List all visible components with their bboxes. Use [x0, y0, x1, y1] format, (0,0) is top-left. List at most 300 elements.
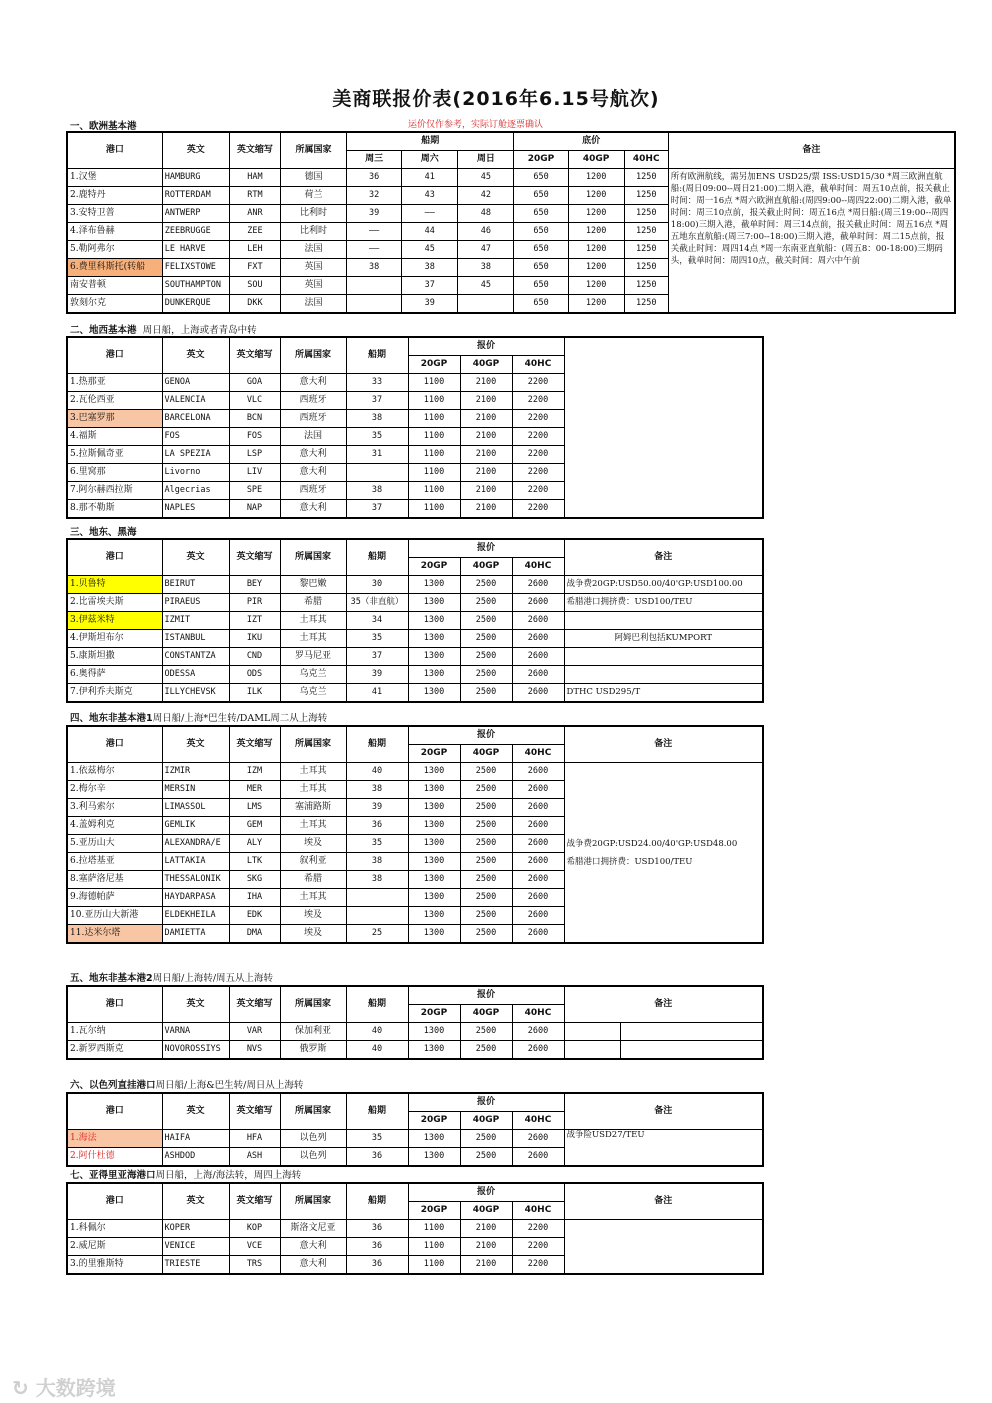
price-40gp: 2100 [460, 464, 512, 482]
port-abbr: ILK [229, 684, 280, 703]
price-20gp: 1300 [408, 817, 460, 835]
transit-days: 37 [346, 392, 408, 410]
port-abbr: KOP [229, 1220, 280, 1238]
header-size: 40HC [512, 745, 564, 763]
transit-days: 39 [346, 666, 408, 684]
transit-days [346, 907, 408, 925]
days-wed [347, 277, 402, 295]
section-heading: 四、地东非基本港1周日船/上海*巴生转/DAML周二从上海转 [70, 713, 328, 724]
price-40gp: 1200 [568, 169, 624, 187]
price-40hc: 2200 [512, 482, 564, 500]
transit-days: 38 [346, 410, 408, 428]
port-en: FELIXSTOWE [162, 259, 229, 277]
port-name: 3.巴塞罗那 [67, 410, 162, 428]
port-country: 埃及 [280, 835, 346, 853]
section-heading: 六、以色列直挂港口周日船/上海&巴生转/周日从上海转 [70, 1080, 304, 1091]
port-en: VARNA [162, 1023, 229, 1041]
section-subtitle: 周日船，上海或者青岛中转 [142, 325, 257, 336]
header-size: 40GP [460, 1112, 512, 1130]
port-name: 3.伊兹米特 [67, 612, 162, 630]
price-40hc: 2600 [512, 763, 564, 781]
port-en: LATTAKIA [162, 853, 229, 871]
header-size: 20GP [408, 1202, 460, 1220]
remark-cell [564, 1220, 763, 1275]
port-en: ELDEKHEILA [162, 907, 229, 925]
price-20gp: 1100 [408, 446, 460, 464]
transit-days: 40 [346, 1041, 408, 1060]
port-country: 西班牙 [280, 410, 346, 428]
port-en: HAIFA [162, 1130, 229, 1148]
port-en: LA SPEZIA [162, 446, 229, 464]
port-abbr: DMA [229, 925, 280, 944]
table-row [67, 666, 763, 684]
port-country: 土耳其 [280, 781, 346, 799]
price-40hc: 2600 [512, 666, 564, 684]
days-sun: 46 [458, 223, 514, 241]
port-name: 敦刻尔克 [67, 295, 162, 314]
price-note: 运价仅作参考，实际订舱逐票确认 [408, 120, 544, 130]
blank-cell [564, 337, 763, 518]
port-name: 1.依兹梅尔 [67, 763, 162, 781]
port-country: 意大利 [280, 464, 346, 482]
price-40hc: 2200 [512, 464, 564, 482]
port-name: 2.鹿特丹 [67, 187, 162, 205]
port-en: LE HARVE [162, 241, 229, 259]
port-country: 希腊 [280, 871, 346, 889]
port-abbr: HAM [229, 169, 280, 187]
header-country: 所属国家 [280, 539, 346, 576]
header-size: 20GP [514, 151, 568, 169]
port-name: 4.盖姆利克 [67, 817, 162, 835]
port-en: IZMIT [162, 612, 229, 630]
port-name: 10.亚历山大新港 [67, 907, 162, 925]
price-40hc: 2600 [512, 871, 564, 889]
price-40hc: 2600 [512, 576, 564, 594]
header-abbr: 英文缩写 [229, 132, 280, 169]
table-row [67, 594, 763, 612]
port-abbr: VLC [229, 392, 280, 410]
header-size: 20GP [408, 1005, 460, 1023]
header-schedule: 船期 [346, 726, 408, 763]
days-sat: 45 [402, 241, 458, 259]
price-40hc: 2600 [512, 1041, 564, 1060]
price-40gp: 1200 [568, 187, 624, 205]
port-country: 意大利 [280, 446, 346, 464]
price-20gp: 1300 [408, 1041, 460, 1060]
table-row [67, 576, 763, 594]
header-remark: 备注 [564, 726, 763, 763]
header-country: 所属国家 [280, 1093, 346, 1130]
price-20gp: 650 [514, 259, 568, 277]
price-40hc: 1250 [624, 187, 668, 205]
header-en: 英文 [162, 986, 229, 1023]
price-40gp: 2100 [460, 482, 512, 500]
port-abbr: NAP [229, 500, 280, 519]
header-country: 所属国家 [280, 1183, 346, 1220]
port-abbr: GEM [229, 817, 280, 835]
port-abbr: BEY [229, 576, 280, 594]
price-20gp: 1300 [408, 835, 460, 853]
port-en: CONSTANTZA [162, 648, 229, 666]
header-en: 英文 [162, 1093, 229, 1130]
port-en: ALEXANDRA/E [162, 835, 229, 853]
port-en: ZEEBRUGGE [162, 223, 229, 241]
table-row [67, 684, 763, 703]
port-abbr: FXT [229, 259, 280, 277]
header-size: 40GP [460, 1005, 512, 1023]
transit-days: 25 [346, 925, 408, 944]
transit-days: 37 [346, 648, 408, 666]
section-heading: 二、地西基本港 周日船，上海或者青岛中转 [70, 325, 257, 336]
header-price: 报价 [408, 337, 564, 356]
price-20gp: 1300 [408, 576, 460, 594]
header-abbr: 英文缩写 [229, 1093, 280, 1130]
header-country: 所属国家 [280, 132, 346, 169]
port-en: ANTWERP [162, 205, 229, 223]
days-wed: —— [347, 223, 402, 241]
price-40gp: 1200 [568, 223, 624, 241]
port-abbr: IZM [229, 763, 280, 781]
price-40hc: 2600 [512, 1148, 564, 1167]
price-40gp: 2500 [460, 763, 512, 781]
price-40hc: 2600 [512, 925, 564, 944]
header-price: 报价 [408, 539, 564, 558]
price-40hc: 2200 [512, 1220, 564, 1238]
price-40hc: 2600 [512, 630, 564, 648]
port-country: 乌克兰 [280, 666, 346, 684]
price-40gp: 2100 [460, 1238, 512, 1256]
port-name: 1.汉堡 [67, 169, 162, 187]
price-40gp: 2500 [460, 781, 512, 799]
price-40hc: 2600 [512, 853, 564, 871]
port-country: 土耳其 [280, 763, 346, 781]
price-20gp: 1300 [408, 907, 460, 925]
header-price: 底价 [514, 132, 668, 151]
price-40gp: 2500 [460, 630, 512, 648]
price-40gp: 2100 [460, 1220, 512, 1238]
price-40hc: 2600 [512, 835, 564, 853]
port-abbr: LIV [229, 464, 280, 482]
port-country: 保加利亚 [280, 1023, 346, 1041]
header-abbr: 英文缩写 [229, 337, 280, 374]
transit-days: 40 [346, 1023, 408, 1041]
port-en: VENICE [162, 1238, 229, 1256]
east-med-non-base-1-table [66, 725, 764, 944]
header-en: 英文 [162, 132, 229, 169]
remark-cell [564, 763, 763, 944]
port-abbr: IHA [229, 889, 280, 907]
port-en: HAMBURG [162, 169, 229, 187]
transit-days: 36 [346, 1238, 408, 1256]
header-size: 40HC [512, 1202, 564, 1220]
port-abbr: TRS [229, 1256, 280, 1275]
port-country: 埃及 [280, 925, 346, 944]
port-en: DAMIETTA [162, 925, 229, 944]
remark-cell [564, 648, 763, 666]
port-country: 黎巴嫩 [280, 576, 346, 594]
europe-base-ports-table [66, 131, 956, 314]
port-country: 意大利 [280, 374, 346, 392]
port-en: KOPER [162, 1220, 229, 1238]
port-name: 3.安特卫普 [67, 205, 162, 223]
header-price: 报价 [408, 986, 564, 1005]
port-en: PIRAEUS [162, 594, 229, 612]
header-price: 报价 [408, 1183, 564, 1202]
port-en: ODESSA [162, 666, 229, 684]
port-country: 土耳其 [280, 630, 346, 648]
price-40hc: 1250 [624, 241, 668, 259]
port-abbr: SPE [229, 482, 280, 500]
header-abbr: 英文缩写 [229, 1183, 280, 1220]
port-name: 5.康斯坦撒 [67, 648, 162, 666]
port-abbr: LTK [229, 853, 280, 871]
port-name: 5.拉斯佩奇亚 [67, 446, 162, 464]
price-20gp: 650 [514, 295, 568, 314]
section-heading: 一、欧洲基本港 [70, 121, 137, 132]
price-40hc: 2200 [512, 428, 564, 446]
price-20gp: 1300 [408, 871, 460, 889]
header-size: 40GP [460, 1202, 512, 1220]
price-20gp: 1300 [408, 1023, 460, 1041]
port-abbr: IZT [229, 612, 280, 630]
header-schedule: 船期 [346, 1093, 408, 1130]
header-abbr: 英文缩写 [229, 986, 280, 1023]
price-40gp: 2500 [460, 817, 512, 835]
price-40gp: 1200 [568, 277, 624, 295]
price-40gp: 1200 [568, 205, 624, 223]
days-sun: 42 [458, 187, 514, 205]
port-abbr: SKG [229, 871, 280, 889]
days-wed: 32 [347, 187, 402, 205]
days-wed [347, 295, 402, 314]
israel-ports-table [66, 1092, 764, 1167]
remark-cell: 战争费20GP:USD50.00/40'GP:USD100.00 [564, 576, 763, 594]
price-40gp: 2500 [460, 666, 512, 684]
remark-cell [620, 1041, 763, 1060]
price-40gp: 2500 [460, 889, 512, 907]
port-name: 1.热那亚 [67, 374, 162, 392]
transit-days [346, 464, 408, 482]
table-row [67, 1023, 763, 1041]
table-row [67, 169, 955, 187]
transit-days: 38 [346, 871, 408, 889]
transit-days: 38 [346, 482, 408, 500]
price-40gp: 2500 [460, 648, 512, 666]
days-sat: 44 [402, 223, 458, 241]
transit-days: 39 [346, 799, 408, 817]
port-name: 3.的里雅斯特 [67, 1256, 162, 1275]
port-country: 叙利亚 [280, 853, 346, 871]
price-20gp: 1300 [408, 666, 460, 684]
port-country: 土耳其 [280, 889, 346, 907]
port-name: 1.科佩尔 [67, 1220, 162, 1238]
port-abbr: FOS [229, 428, 280, 446]
port-en: ASHDOD [162, 1148, 229, 1167]
header-size: 40HC [512, 558, 564, 576]
price-20gp: 650 [514, 187, 568, 205]
price-20gp: 1300 [408, 1148, 460, 1167]
price-40hc: 2600 [512, 612, 564, 630]
price-40gp: 2100 [460, 446, 512, 464]
port-en: NOVOROSSIYS [162, 1041, 229, 1060]
header-port: 港口 [67, 1183, 162, 1220]
price-20gp: 1100 [408, 464, 460, 482]
price-40gp: 2100 [460, 392, 512, 410]
port-country: 乌克兰 [280, 684, 346, 703]
header-en: 英文 [162, 539, 229, 576]
price-40hc: 1250 [624, 259, 668, 277]
header-price: 报价 [408, 1093, 564, 1112]
price-20gp: 1100 [408, 374, 460, 392]
header-en: 英文 [162, 1183, 229, 1220]
price-40hc: 2200 [512, 410, 564, 428]
price-20gp: 1300 [408, 630, 460, 648]
port-abbr: ASH [229, 1148, 280, 1167]
header-abbr: 英文缩写 [229, 539, 280, 576]
price-40hc: 2600 [512, 1130, 564, 1148]
remark-line: 希腊港口拥挤费：USD100/TEU [566, 856, 693, 867]
port-country: 土耳其 [280, 612, 346, 630]
port-country: 俄罗斯 [280, 1041, 346, 1060]
price-40gp: 2100 [460, 410, 512, 428]
section-subtitle: 周日船，上海/海法转，周四上海转 [155, 1170, 302, 1181]
transit-days: 35 [346, 1130, 408, 1148]
price-40hc: 2600 [512, 684, 564, 703]
days-sat: 38 [402, 259, 458, 277]
port-country: 法国 [280, 295, 346, 314]
price-20gp: 1300 [408, 763, 460, 781]
port-abbr: HFA [229, 1130, 280, 1148]
price-40gp: 2500 [460, 1041, 512, 1060]
price-20gp: 1300 [408, 594, 460, 612]
port-name: 11.达米尔塔 [67, 925, 162, 944]
header-en: 英文 [162, 337, 229, 374]
port-country: 希腊 [280, 594, 346, 612]
price-40gp: 2500 [460, 594, 512, 612]
header-size: 40GP [460, 356, 512, 374]
port-name: 4.泽布鲁赫 [67, 223, 162, 241]
days-wed: 36 [347, 169, 402, 187]
price-40gp: 2100 [460, 428, 512, 446]
price-20gp: 1300 [408, 889, 460, 907]
price-40gp: 2100 [460, 1256, 512, 1275]
transit-days: 41 [346, 684, 408, 703]
port-name: 5.亚历山大 [67, 835, 162, 853]
header-port: 港口 [67, 1093, 162, 1130]
price-40hc: 2200 [512, 1238, 564, 1256]
price-40hc: 2200 [512, 1256, 564, 1275]
price-20gp: 1300 [408, 1130, 460, 1148]
price-40hc: 2600 [512, 781, 564, 799]
price-20gp: 1300 [408, 648, 460, 666]
remark-cell [564, 1041, 620, 1060]
section-heading: 五、地东非基本港2周日船/上海转/周五从上海转 [70, 973, 274, 984]
price-40hc: 2600 [512, 907, 564, 925]
price-40gp: 2500 [460, 853, 512, 871]
port-name: 2.梅尔辛 [67, 781, 162, 799]
port-en: GENOA [162, 374, 229, 392]
port-name: 3.利马索尔 [67, 799, 162, 817]
port-abbr: DKK [229, 295, 280, 314]
header-size: 40GP [460, 558, 512, 576]
port-name: 9.海德帕萨 [67, 889, 162, 907]
port-abbr: SOU [229, 277, 280, 295]
table-row [67, 648, 763, 666]
port-country: 斯洛文尼亚 [280, 1220, 346, 1238]
transit-days: 38 [346, 853, 408, 871]
remark-cell [564, 1023, 620, 1041]
transit-days: 35（非直航） [346, 594, 408, 612]
port-abbr: ALY [229, 835, 280, 853]
price-20gp: 1100 [408, 1220, 460, 1238]
port-en: FOS [162, 428, 229, 446]
port-country: 荷兰 [280, 187, 346, 205]
remark-cell: 所有欧洲航线，需另加ENS USD25/票 ISS:USD15/30 *周三欧洲直航船:(周日09:00--周日21:00)二期入港，截单时间：周五10点前，报关截止时间：周一16点 *周六欧洲直航船:(周四9:00--周四22:00)二期入港，截单时间：周三10点前，报关截止时间：周五16点 *周日船:(周三19:00--周四18:00)三期入港，截单时间：周三14点前，报关截止时间：周五16点 *周五地东直航船:(周三7:00--18:00)三期入港，截单时间：周二15点前，报关截止时间：周四14点 *周一东南亚直航船：(周五8：00-18:00)三期码头，截单时间：周四10点，截关时间：周六中午前 [668, 169, 955, 314]
price-40hc: 1250 [624, 223, 668, 241]
price-40gp: 2100 [460, 500, 512, 519]
price-40hc: 2600 [512, 594, 564, 612]
header-port: 港口 [67, 132, 162, 169]
header-size: 40HC [512, 1112, 564, 1130]
port-abbr: LEH [229, 241, 280, 259]
header-port: 港口 [67, 539, 162, 576]
west-med-ports-table [66, 336, 764, 519]
price-20gp: 1100 [408, 410, 460, 428]
port-abbr: ZEE [229, 223, 280, 241]
section-subtitle: 周日船/上海转/周五从上海转 [152, 973, 274, 984]
port-country: 以色列 [280, 1148, 346, 1167]
port-name: 8.塞萨洛尼基 [67, 871, 162, 889]
transit-days: 35 [346, 428, 408, 446]
east-med-black-sea-table [66, 538, 764, 703]
port-abbr: RTM [229, 187, 280, 205]
header-schedule: 船期 [346, 337, 408, 374]
east-med-non-base-2-table [66, 985, 764, 1060]
port-name: 7.阿尔赫西拉斯 [67, 482, 162, 500]
days-sun: 47 [458, 241, 514, 259]
port-name: 4.伊斯坦布尔 [67, 630, 162, 648]
port-country: 西班牙 [280, 482, 346, 500]
days-sun: 45 [458, 169, 514, 187]
price-20gp: 1300 [408, 781, 460, 799]
header-size: 40GP [568, 151, 624, 169]
port-en: Algecrias [162, 482, 229, 500]
transit-days: 35 [346, 835, 408, 853]
transit-days: 33 [346, 374, 408, 392]
port-name: 南安普顿 [67, 277, 162, 295]
port-en: HAYDARPASA [162, 889, 229, 907]
port-abbr: GOA [229, 374, 280, 392]
port-name: 1.海法 [67, 1130, 162, 1148]
port-abbr: ANR [229, 205, 280, 223]
price-40gp: 2500 [460, 1023, 512, 1041]
days-sun: 38 [458, 259, 514, 277]
table-row [67, 1220, 763, 1238]
transit-days: 35 [346, 630, 408, 648]
port-name: 6.拉塔基亚 [67, 853, 162, 871]
header-country: 所属国家 [280, 986, 346, 1023]
header-country: 所属国家 [280, 726, 346, 763]
port-name: 2.新罗西斯克 [67, 1041, 162, 1060]
days-sat: —— [402, 205, 458, 223]
price-40hc: 2600 [512, 1023, 564, 1041]
header-port: 港口 [67, 986, 162, 1023]
price-20gp: 650 [514, 223, 568, 241]
price-20gp: 1100 [408, 428, 460, 446]
port-name: 1.贝鲁特 [67, 576, 162, 594]
port-name: 7.伊利乔夫斯克 [67, 684, 162, 703]
price-40gp: 2500 [460, 871, 512, 889]
